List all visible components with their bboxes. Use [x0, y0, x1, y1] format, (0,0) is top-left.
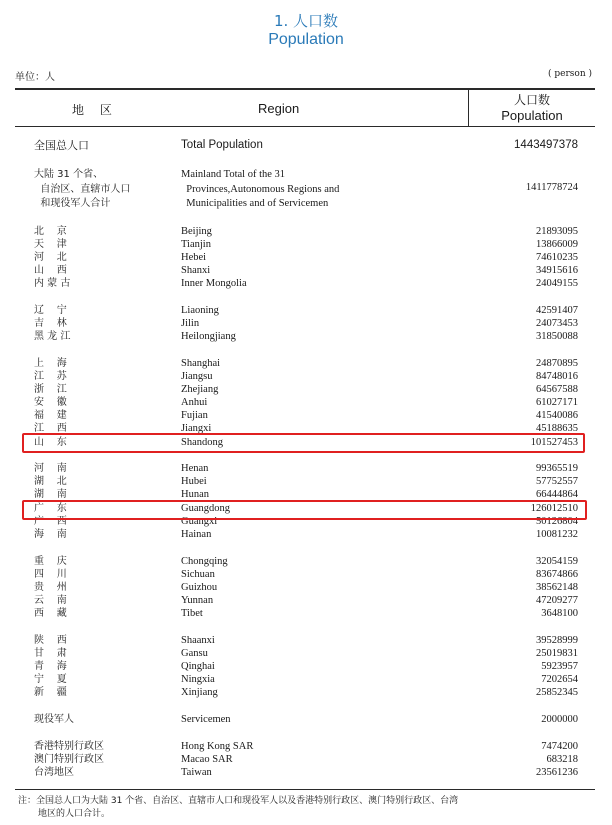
region-name-en: Guizhou	[181, 582, 218, 593]
region-name-zh: 新 疆	[34, 687, 67, 698]
header-top-rule	[15, 88, 595, 90]
table-row	[0, 713, 612, 726]
table-row	[0, 607, 612, 620]
population-value: 99365519	[536, 463, 578, 474]
region-name-en: Beijing	[181, 226, 212, 237]
unit-label-zh: 单位：人	[15, 72, 55, 83]
region-name-zh: 陕 西	[34, 635, 67, 646]
mainland-zh-line: 自治区、直辖市人口	[34, 183, 131, 195]
table-row	[0, 475, 612, 488]
table-row	[0, 634, 612, 647]
region-name-zh: 台湾地区	[34, 767, 74, 778]
region-name-zh: 江 苏	[34, 371, 67, 382]
region-name-en: Shanghai	[181, 358, 221, 369]
region-name-zh: 青 海	[34, 661, 67, 672]
population-value: 34915616	[536, 265, 578, 276]
region-name-en: Fujian	[181, 410, 208, 421]
region-name-en: Shanxi	[181, 265, 211, 276]
region-name-en: Zhejiang	[181, 384, 219, 395]
region-name-en: Jilin	[181, 318, 200, 329]
population-value: 23561236	[536, 767, 578, 778]
region-name-zh: 四 川	[34, 569, 67, 580]
region-name-en: Guangdong	[181, 503, 230, 514]
table-row	[0, 357, 612, 370]
table-row	[0, 238, 612, 251]
highlight-box-shandong	[22, 433, 585, 453]
population-value: 31850088	[536, 331, 578, 342]
region-name-zh: 贵 州	[34, 582, 67, 593]
table-row	[0, 594, 612, 607]
table-row-total	[0, 139, 612, 152]
region-name-en: Tibet	[181, 608, 203, 619]
mainland-label-zh	[34, 168, 130, 212]
region-name-zh: 澳门特别行政区	[34, 754, 104, 765]
region-name-zh: 海 南	[34, 529, 67, 540]
total-label-en: Total Population	[181, 139, 263, 151]
population-value: 50126804	[536, 516, 578, 527]
region-name-en: Hong Kong SAR	[181, 741, 254, 752]
mainland-label-en	[181, 168, 339, 212]
region-name-zh: 香港特别行政区	[34, 741, 104, 752]
table-row	[0, 568, 612, 581]
table-row	[0, 251, 612, 264]
population-value: 13866009	[536, 239, 578, 250]
region-name-zh: 宁 夏	[34, 674, 67, 685]
region-name-zh: 浙 江	[34, 384, 67, 395]
region-name-zh: 内 蒙 古	[34, 278, 71, 289]
region-name-en: Taiwan	[181, 767, 212, 778]
total-label-zh: 全国总人口	[34, 139, 89, 152]
region-name-en: Ningxia	[181, 674, 215, 685]
table-row	[0, 304, 612, 317]
population-value: 5923957	[541, 661, 578, 672]
region-name-zh: 江 西	[34, 423, 67, 434]
footnote-line-2: 地区的人口合计。	[38, 809, 111, 819]
mainland-en-line: Mainland Total of the 31	[181, 169, 286, 180]
header-region-zh: 地 区	[72, 103, 118, 117]
population-value: 25852345	[536, 687, 578, 698]
population-value: 2000000	[541, 714, 578, 725]
table-bottom-rule	[15, 789, 595, 790]
table-row	[0, 555, 612, 568]
region-name-zh: 现役军人	[34, 714, 74, 725]
region-name-zh: 湖 南	[34, 489, 67, 500]
population-value: 66444864	[536, 489, 578, 500]
population-value: 24049155	[536, 278, 578, 289]
region-name-en: Heilongjiang	[181, 331, 236, 342]
region-name-en: Chongqing	[181, 556, 228, 567]
region-name-zh: 山 西	[34, 265, 67, 276]
unit-label-en: ( person )	[548, 69, 592, 79]
table-row	[0, 396, 612, 409]
region-name-zh: 福 建	[34, 410, 67, 421]
total-value: 1443497378	[514, 139, 578, 151]
header-population	[469, 92, 595, 124]
region-name-en: Inner Mongolia	[181, 278, 247, 289]
region-name-en: Henan	[181, 463, 209, 474]
region-name-zh: 天 津	[34, 239, 67, 250]
table-row	[0, 581, 612, 594]
region-name-en: Qinghai	[181, 661, 215, 672]
highlight-box-guangdong	[22, 500, 587, 520]
population-value: 42591407	[536, 305, 578, 316]
population-value: 683218	[546, 754, 578, 765]
region-name-zh: 北 京	[34, 226, 67, 237]
population-value: 126012510	[530, 503, 578, 514]
region-name-zh: 辽 宁	[34, 305, 67, 316]
region-name-en: Jiangsu	[181, 371, 213, 382]
population-value: 25019831	[536, 648, 578, 659]
region-name-zh: 广 东	[34, 503, 67, 514]
region-name-zh: 山 东	[34, 437, 67, 448]
footnote	[18, 795, 603, 821]
population-value: 45188635	[536, 423, 578, 434]
mainland-en-line: Municipalities and of Servicemen	[181, 198, 329, 209]
region-name-en: Hebei	[181, 252, 207, 263]
mainland-zh-line: 和现役军人合计	[34, 198, 111, 209]
table-row	[0, 225, 612, 238]
region-name-en: Shandong	[181, 437, 223, 448]
header-region-en: Region	[258, 101, 300, 116]
region-name-zh: 广 西	[34, 516, 67, 527]
population-value: 38562148	[536, 582, 578, 593]
table-row	[0, 766, 612, 779]
table-row	[0, 740, 612, 753]
region-name-en: Xinjiang	[181, 687, 218, 698]
region-name-en: Jiangxi	[181, 423, 212, 434]
region-name-zh: 河 北	[34, 252, 67, 263]
page-title-zh: 1. 人口数	[273, 12, 339, 30]
population-value: 74610235	[536, 252, 578, 263]
region-name-en: Hunan	[181, 489, 209, 500]
population-value: 24870895	[536, 358, 578, 369]
region-name-zh: 湖 北	[34, 476, 67, 487]
table-row	[0, 317, 612, 330]
population-value: 47209277	[536, 595, 578, 606]
region-name-en: Liaoning	[181, 305, 219, 316]
population-value: 24073453	[536, 318, 578, 329]
population-value: 41540086	[536, 410, 578, 421]
table-row	[0, 264, 612, 277]
table-row	[0, 673, 612, 686]
population-value: 101527453	[530, 437, 578, 448]
table-row	[0, 753, 612, 766]
population-value: 64567588	[536, 384, 578, 395]
population-value: 57752557	[536, 476, 578, 487]
population-value: 39528999	[536, 635, 578, 646]
table-row	[0, 462, 612, 475]
page-title-en: Population	[268, 31, 344, 48]
table-row	[0, 686, 612, 699]
region-name-zh: 上 海	[34, 358, 67, 369]
region-name-en: Tianjin	[181, 239, 211, 250]
table-row	[0, 660, 612, 673]
population-value: 7474200	[541, 741, 578, 752]
region-name-zh: 安 徽	[34, 397, 67, 408]
region-name-en: Gansu	[181, 648, 208, 659]
table-row	[0, 330, 612, 343]
population-value: 84748016	[536, 371, 578, 382]
population-value: 32054159	[536, 556, 578, 567]
population-value: 10081232	[536, 529, 578, 540]
region-name-zh: 河 南	[34, 463, 67, 474]
region-name-zh: 西 藏	[34, 608, 67, 619]
footnote-line-1: 注：全国总人口为大陆 31 个省、自治区、直辖市人口和现役军人以及香港特别行政区、澳门特别行政区、台湾	[18, 796, 459, 806]
mainland-zh-line: 大陆 31 个省、	[34, 169, 104, 180]
table-row	[0, 409, 612, 422]
table-row	[0, 528, 612, 541]
region-name-zh: 云 南	[34, 595, 67, 606]
region-name-zh: 甘 肃	[34, 648, 67, 659]
region-name-en: Guangxi	[181, 516, 218, 527]
population-value: 61027171	[536, 397, 578, 408]
population-value: 7202654	[541, 674, 578, 685]
mainland-en-line: Provinces,Autonomous Regions and	[181, 183, 340, 195]
region-name-en: Shaanxi	[181, 635, 215, 646]
region-name-en: Macao SAR	[181, 754, 233, 765]
table-row	[0, 370, 612, 383]
region-name-zh: 黑 龙 江	[34, 331, 71, 342]
table-row	[0, 277, 612, 290]
table-row	[0, 647, 612, 660]
region-name-zh: 重 庆	[34, 556, 67, 567]
region-name-en: Servicemen	[181, 714, 231, 725]
header-population-zh: 人口数	[513, 93, 550, 107]
mainland-value: 1411778724	[525, 182, 578, 193]
table-row	[0, 383, 612, 396]
header-population-en: Population	[501, 108, 563, 123]
region-name-en: Anhui	[181, 397, 208, 408]
region-name-en: Hubei	[181, 476, 207, 487]
region-name-en: Sichuan	[181, 569, 215, 580]
population-value: 83674866	[536, 569, 578, 580]
population-value: 3648100	[541, 608, 578, 619]
region-name-zh: 吉 林	[34, 318, 67, 329]
region-name-en: Yunnan	[181, 595, 214, 606]
region-name-en: Hainan	[181, 529, 212, 540]
population-value: 21893095	[536, 226, 578, 237]
header-bottom-rule	[15, 126, 595, 127]
